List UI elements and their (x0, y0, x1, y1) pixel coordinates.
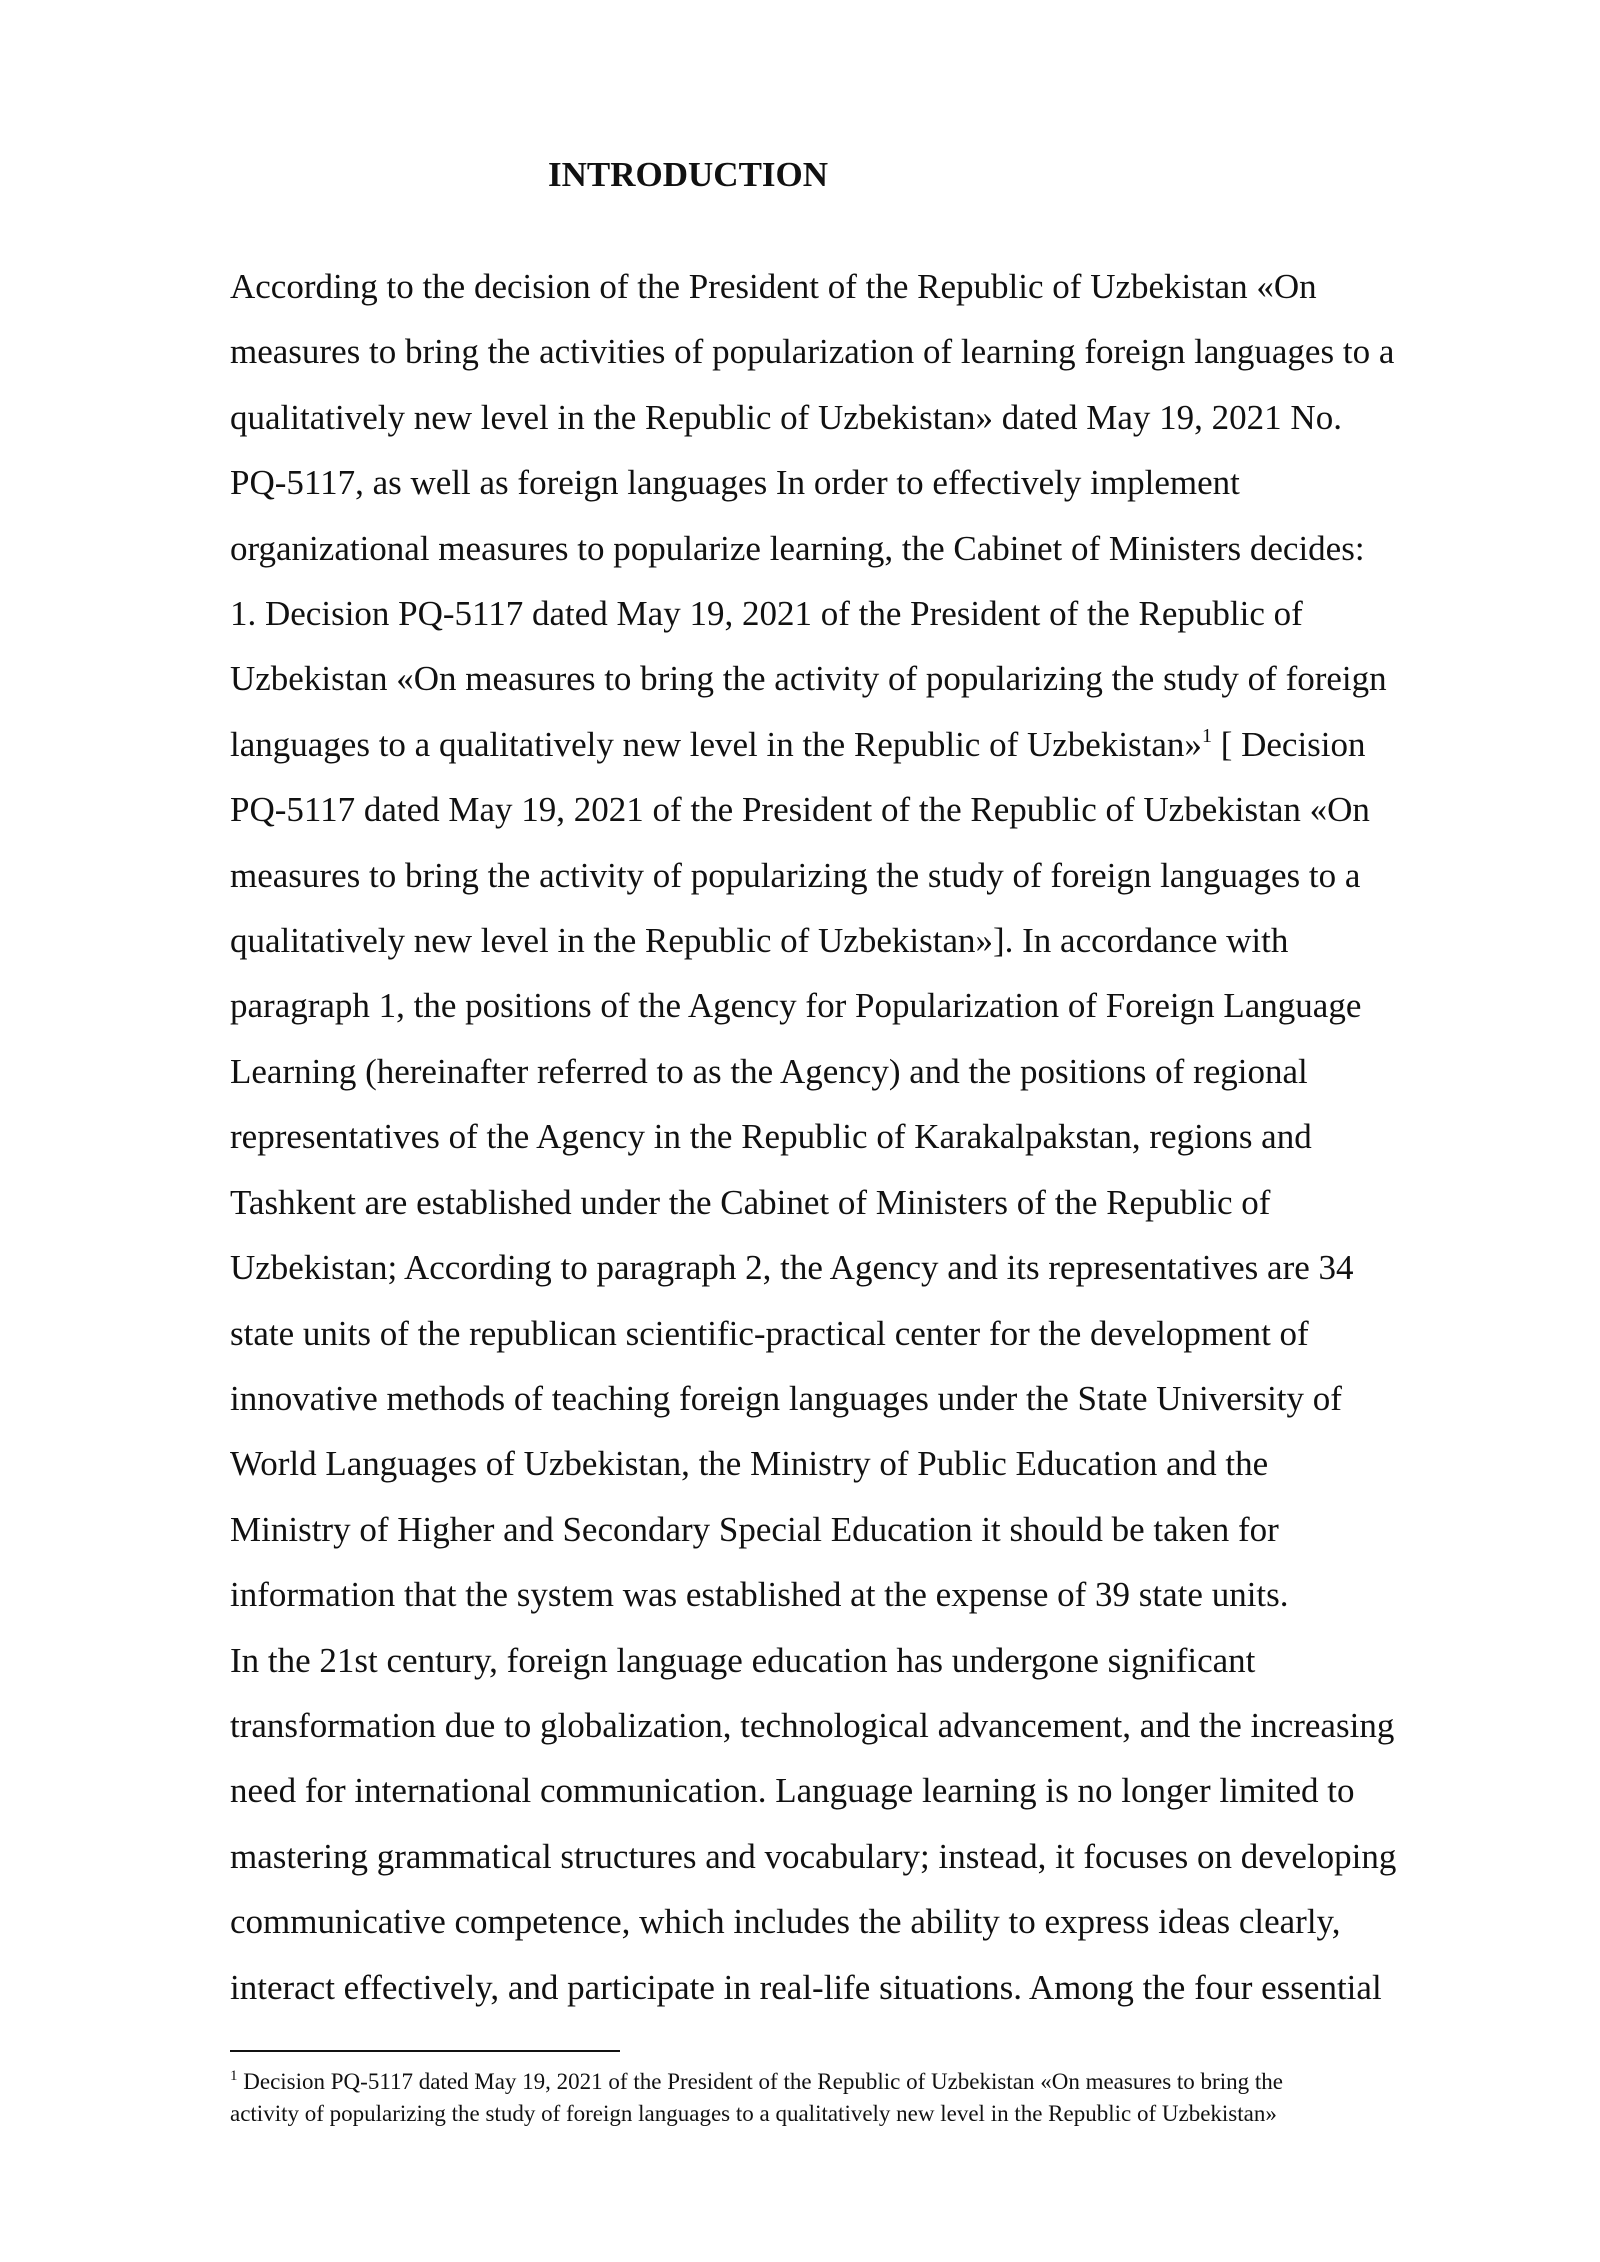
text-line: measures to bring the activities of popularization of learning foreign languages to a (230, 332, 1395, 372)
text-line: Tashkent are established under the Cabinet of Ministers of the Republic of (230, 1182, 1271, 1222)
text-line: Uzbekistan «On measures to bring the activity of popularizing the study of foreign (230, 659, 1387, 699)
body-text (230, 254, 1500, 2020)
footnote-marker: 1 (230, 2068, 238, 2084)
footnote-reference[interactable]: 1 (1201, 724, 1212, 747)
text-line: measures to bring the activity of popularizing the study of foreign languages to a (230, 855, 1361, 895)
text-line: PQ-5117 dated May 19, 2021 of the President of the Republic of Uzbekistan «On (230, 790, 1370, 830)
text-line: mastering grammatical structures and vocabulary; instead, it focuses on developing (230, 1836, 1397, 1876)
text-line: In the 21st century, foreign language education has undergone significant (230, 1640, 1256, 1680)
text-line: state units of the republican scientific-practical center for the development of (230, 1313, 1309, 1353)
text-line: innovative methods of teaching foreign languages under the State University of (230, 1378, 1342, 1418)
text-line: World Languages of Uzbekistan, the Ministry of Public Education and the (230, 1444, 1269, 1484)
footnote (230, 2066, 1500, 2130)
text-segment: languages to a qualitatively new level in the Republic of Uzbekistan» (230, 724, 1202, 764)
text-segment: [ Decision (1211, 724, 1366, 764)
text-line: 1. Decision PQ-5117 dated May 19, 2021 of the President of the Republic of (230, 594, 1303, 634)
text-line: transformation due to globalization, technological advancement, and the increasing (230, 1705, 1395, 1745)
text-line-with-footnote (230, 712, 1500, 777)
text-line: paragraph 1, the positions of the Agency for Popularization of Foreign Language (230, 986, 1362, 1026)
text-line: organizational measures to popularize learning, the Cabinet of Ministers decides: (230, 528, 1365, 568)
text-line: qualitatively new level in the Republic of Uzbekistan» dated May 19, 2021 No. (230, 397, 1342, 437)
footnote-text: Decision PQ-5117 dated May 19, 2021 of the President of the Republic of Uzbekistan «On measures to bring the (237, 2069, 1283, 2094)
footnote-line: activity of popularizing the study of foreign languages to a qualitatively new level in the Republic of Uzbekistan» (230, 2101, 1277, 2126)
text-line: PQ-5117, as well as foreign languages In order to effectively implement (230, 463, 1240, 503)
text-line: information that the system was established at the expense of 39 state units. (230, 1575, 1289, 1615)
text-line: interact effectively, and participate in real-life situations. Among the four essential (230, 1967, 1382, 2007)
text-line: Uzbekistan; According to paragraph 2, the Agency and its representatives are 34 (230, 1248, 1354, 1288)
text-line: need for international communication. Language learning is no longer limited to (230, 1771, 1355, 1811)
text-line: qualitatively new level in the Republic of Uzbekistan»]. In accordance with (230, 921, 1289, 961)
text-line: representatives of the Agency in the Republic of Karakalpakstan, regions and (230, 1117, 1312, 1157)
text-line: Learning (hereinafter referred to as the Agency) and the positions of regional (230, 1051, 1308, 1091)
footnote-separator (230, 2050, 620, 2052)
section-heading: INTRODUCTION (548, 155, 829, 194)
footnote-line (230, 2066, 1500, 2098)
text-line: communicative competence, which includes the ability to express ideas clearly, (230, 1902, 1341, 1942)
text-line: Ministry of Higher and Secondary Special Education it should be taken for (230, 1509, 1279, 1549)
text-line: According to the decision of the President of the Republic of Uzbekistan «On (230, 267, 1317, 306)
